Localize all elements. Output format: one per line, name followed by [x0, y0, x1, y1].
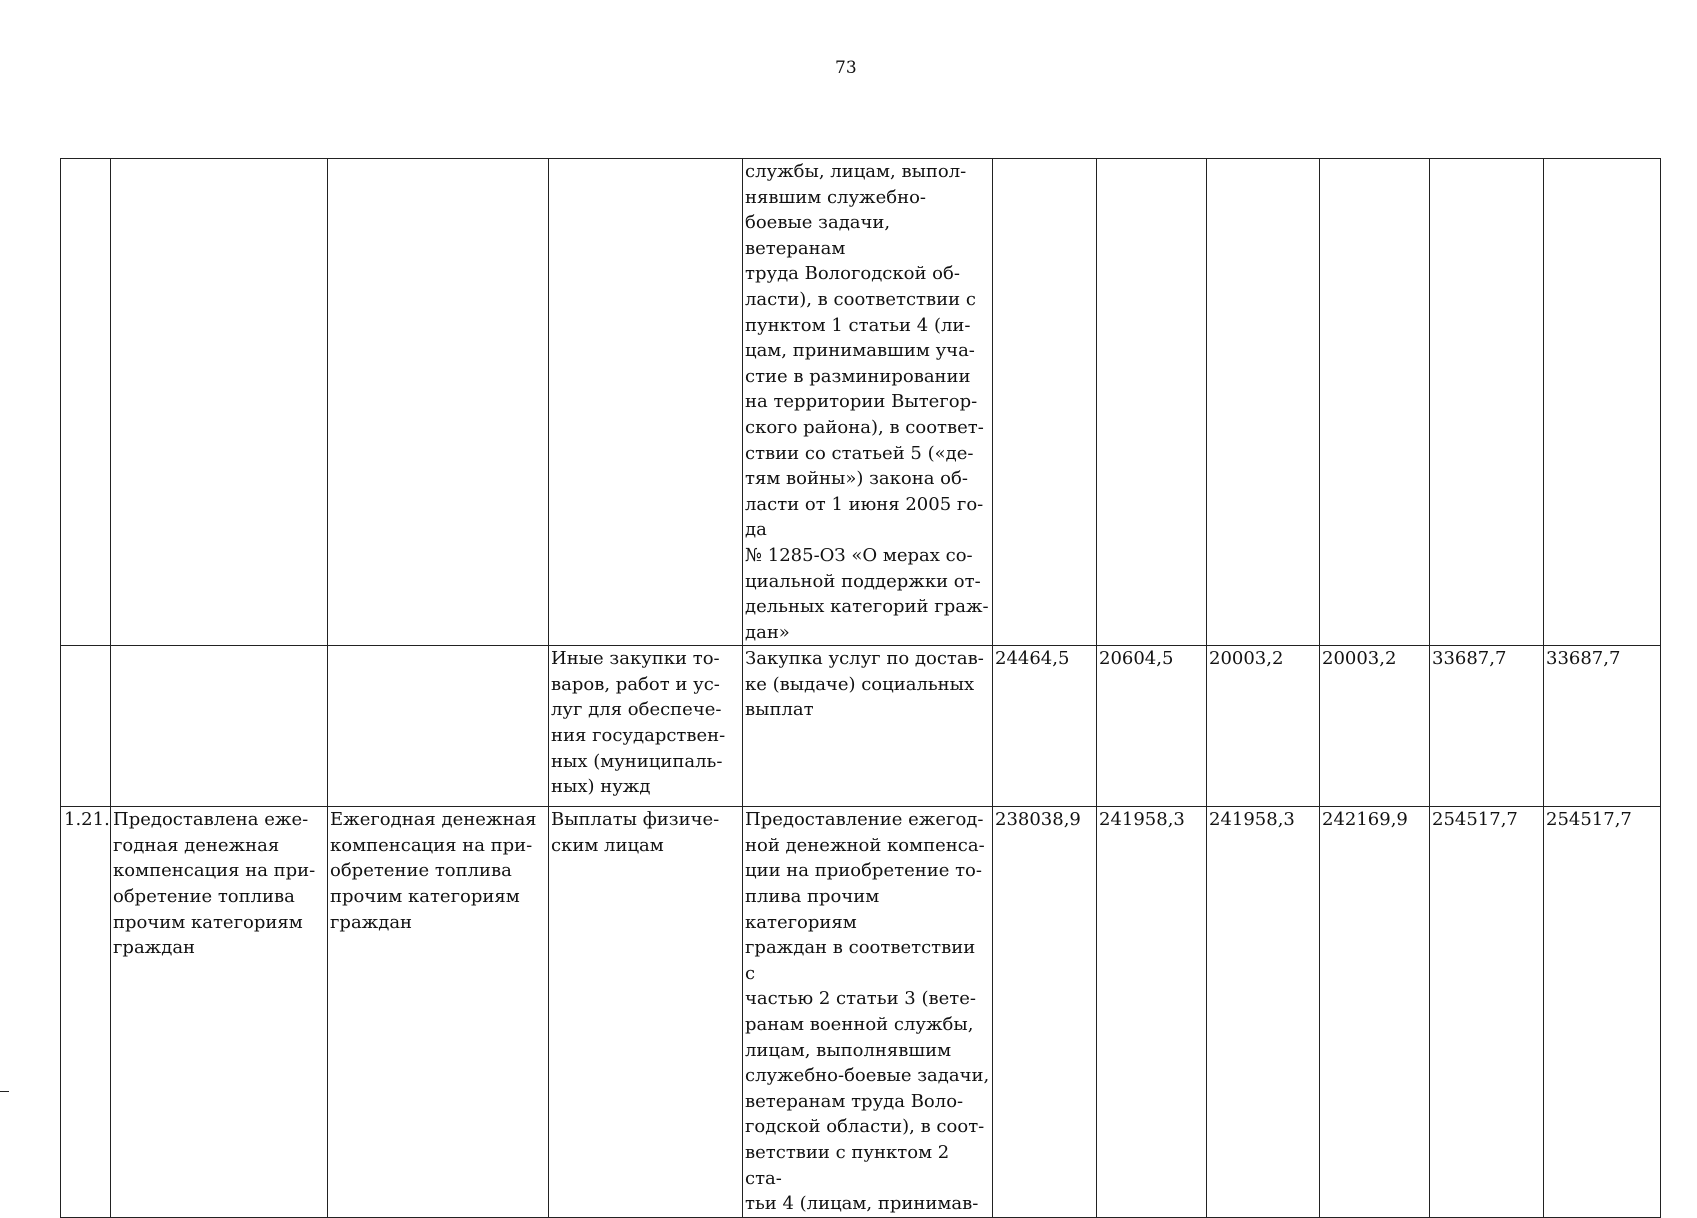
- cell-value: 242169,9: [1320, 807, 1430, 1218]
- cell-value: [1430, 159, 1544, 646]
- cell-value: 241958,3: [1207, 807, 1320, 1218]
- cell-value: 254517,7: [1544, 807, 1661, 1218]
- cell-value: 241958,3: [1097, 807, 1207, 1218]
- description-text: службы, лицам, выпол- нявшим служебно- боевые задачи, ветеранам труда Вологодской об- ласти), в соответствии с пунктом 1 статьи 4 (ли- цам, принимавшим уча- стие в разминировании на территории Вытегор- ского района), в соответ- ствии со статьей 5 («де- тям войны») закона об- ласти от 1 июня 2005 го- да № 1285-ОЗ «О мерах со- циальной поддержки от- дельных категорий граж- дан»: [745, 161, 989, 643]
- cell-description: [743, 646, 993, 807]
- cell-activity: [328, 159, 549, 646]
- cell-value: [1320, 159, 1430, 646]
- table-row-continued: [61, 159, 1661, 646]
- expense-type-text: Иные закупки то- варов, работ и ус- луг для обеспече- ния государствен- ных (муниципаль- ных) нужд: [551, 648, 726, 798]
- cell-number: [61, 159, 111, 646]
- page-edge-mark: [0, 1091, 9, 1092]
- cell-value: [1544, 159, 1661, 646]
- cell-activity: [328, 646, 549, 807]
- cell-value: 238038,9: [993, 807, 1097, 1218]
- cell-description: [743, 159, 993, 646]
- cell-expense-type: [549, 159, 743, 646]
- cell-value: [993, 159, 1097, 646]
- cell-value: [1097, 159, 1207, 646]
- cell-value: 254517,7: [1430, 807, 1544, 1218]
- cell-result: [111, 807, 328, 1218]
- cell-description: [743, 807, 993, 1218]
- cell-value: 20003,2: [1207, 646, 1320, 807]
- cell-value: 20604,5: [1097, 646, 1207, 807]
- expense-type-text: Выплаты физиче- ским лицам: [551, 809, 720, 856]
- cell-result: [111, 646, 328, 807]
- result-text: Предоставлена еже- годная денежная компенсация на при- обретение топлива прочим категориям граждан: [113, 809, 316, 959]
- description-text: Предоставление ежегод- ной денежной компенса- ции на приобретение то- плива прочим категориям граждан в соответствии с частью 2 статьи 3 (вете- ранам военной службы, лицам, выполнявшим служебно-боевые задачи, ветеранам труда Воло- годской области), в соот- ветствии с пунктом 2 ста- тьи 4 (лицам, принимав-: [745, 809, 990, 1215]
- cell-value: 20003,2: [1320, 646, 1430, 807]
- page-number: 73: [835, 58, 857, 78]
- cell-value: [1207, 159, 1320, 646]
- cell-expense-type: [549, 646, 743, 807]
- table-row-1-21: [61, 807, 1661, 1218]
- cell-value: 24464,5: [993, 646, 1097, 807]
- cell-number: 1.21.: [61, 807, 111, 1218]
- description-text: Закупка услуг по достав- ке (выдаче) социальных выплат: [745, 648, 984, 721]
- cell-value: 33687,7: [1430, 646, 1544, 807]
- cell-number: [61, 646, 111, 807]
- cell-activity: [328, 807, 549, 1218]
- budget-table: [60, 158, 1661, 1218]
- activity-text: Ежегодная денежная компенсация на при- обретение топлива прочим категориям граждан: [330, 809, 537, 933]
- cell-expense-type: [549, 807, 743, 1218]
- table-row-other-purchases: [61, 646, 1661, 807]
- cell-result: [111, 159, 328, 646]
- cell-value: 33687,7: [1544, 646, 1661, 807]
